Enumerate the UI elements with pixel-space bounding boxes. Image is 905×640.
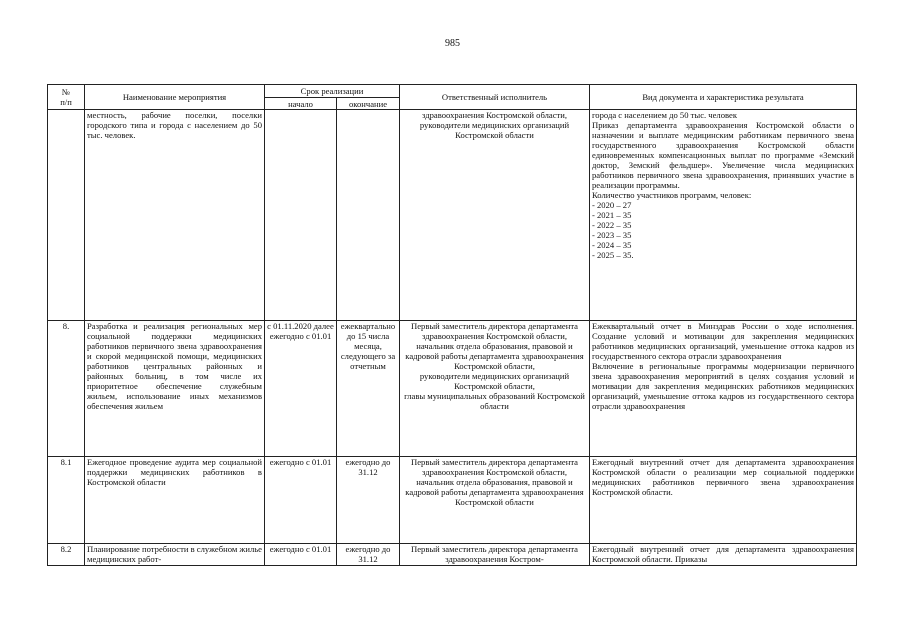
measures-table bbox=[47, 84, 857, 566]
header-number: № п/п bbox=[48, 85, 85, 110]
row-end: ежегодно до 31.12 bbox=[337, 544, 400, 566]
header-name: Наименование мероприятия bbox=[85, 85, 265, 110]
row-number: 8. bbox=[48, 321, 85, 457]
row-start: ежегодно с 01.01 bbox=[265, 544, 337, 566]
row-name: Разработка и реализация региональных мер социальной поддержки медицинских работников первичного звена здравоохранения и скорой медицинской помощи, медицинских работников центральных районных и районных больниц, в том числе их приоритетное обеспечение служебным жильем, использование иных механизмов обеспечения жильем bbox=[85, 321, 265, 457]
row-name: Планирование потребности в служебном жилье медицинских работ- bbox=[85, 544, 265, 566]
row-executor: Первый заместитель директора департамента здравоохранения Костром- bbox=[400, 544, 590, 566]
row-result: Ежегодный внутренний отчет для департамента здравоохранения Костромской области о реализации мер социальной поддержки медицинских работников первичного звена здравоохранения Костромской области. bbox=[590, 457, 857, 544]
row-name: местность, рабочие поселки, поселки городского типа и города с населением до 50 тыс. человек. bbox=[85, 110, 265, 321]
row-number bbox=[48, 110, 85, 321]
row-start bbox=[265, 110, 337, 321]
table-row bbox=[48, 457, 857, 544]
row-executor: здравоохранения Костромской области, руководители медицинских организаций Костромской области bbox=[400, 110, 590, 321]
header-end: окончание bbox=[337, 98, 400, 110]
header-term: Срок реализации bbox=[265, 85, 400, 98]
row-name: Ежегодное проведение аудита мер социальной поддержки медицинских работников в Костромской области bbox=[85, 457, 265, 544]
table-row bbox=[48, 110, 857, 321]
header-executor: Ответственный исполнитель bbox=[400, 85, 590, 110]
row-executor: Первый заместитель директора департамента здравоохранения Костромской области, начальник отдела образования, правовой и кадровой работы департамента здравоохранения Костромской области bbox=[400, 457, 590, 544]
row-result: города с населением до 50 тыс. человек Приказ департамента здравоохранения Костромской области о назначении и выплате медицинским работникам первичного звена государственного здравоохранения Костромской области единовременных компенсационных выплат по программе «Земский доктор, Земский фельдшер». Увеличение числа медицинских работников первичного звена здравоохранения, принявших участие в реализации программы. Количество участников программ, человек: - 2020 – 27 - 2021 – 35 - 2022 – 35 - 2023 – 35 - 2024 – 35 - 2025 – 35. bbox=[590, 110, 857, 321]
row-end bbox=[337, 110, 400, 321]
row-start: ежегодно с 01.01 bbox=[265, 457, 337, 544]
row-result: Ежегодный внутренний отчет для департамента здравоохранения Костромской области. Приказы bbox=[590, 544, 857, 566]
header-result: Вид документа и характеристика результата bbox=[590, 85, 857, 110]
table-row bbox=[48, 544, 857, 566]
row-executor: Первый заместитель директора департамента здравоохранения Костромской области, начальник отдела образования, правовой и кадровой работы департамента здравоохранения Костромской области, руководители медицинских организаций Костромской области, главы муниципальных образований Костромской области bbox=[400, 321, 590, 457]
row-result: Ежеквартальный отчет в Минздрав России о ходе исполнения. Создание условий и мотивации для закрепления медицинских работников медицинских организаций, уменьшение оттока кадров из государственного сектора отрасли здравоохранения Включение в региональные программы модернизации первичного звена здравоохранения мероприятий в целях создания условий и мотивации для закрепления медицинских работников медицинских организаций, уменьшение оттока кадров из государственного сектора отрасли здравоохранения bbox=[590, 321, 857, 457]
row-number: 8.1 bbox=[48, 457, 85, 544]
row-number: 8.2 bbox=[48, 544, 85, 566]
page-number: 985 bbox=[445, 38, 460, 49]
row-end: ежеквартально до 15 числа месяца, следующего за отчетным bbox=[337, 321, 400, 457]
header-start: начало bbox=[265, 98, 337, 110]
table-row bbox=[48, 321, 857, 457]
row-end: ежегодно до 31.12 bbox=[337, 457, 400, 544]
row-start: с 01.11.2020 далее ежегодно с 01.01 bbox=[265, 321, 337, 457]
